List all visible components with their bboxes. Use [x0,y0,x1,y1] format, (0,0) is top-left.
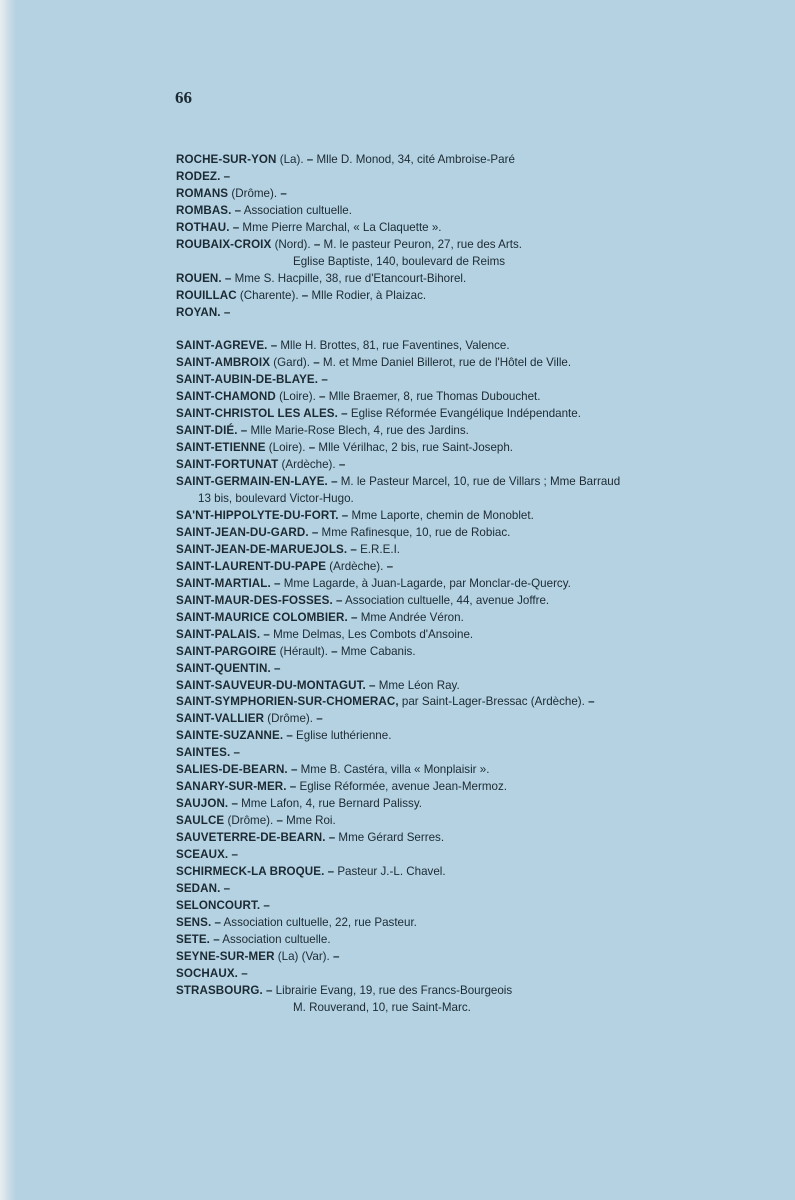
list-item [176,389,736,406]
list-item [176,745,736,762]
place-name: SAINT-CHRISTOL LES ALES. [176,407,338,421]
entry-details: Mlle Vérilhac, 2 bis, rue Saint-Joseph. [315,441,514,455]
separator-dash: – [303,153,314,166]
entry-details: Eglise luthérienne. [292,729,392,743]
entry-details: Mme Gérard Serres. [335,831,445,845]
place-name: SOCHAUX. [176,966,238,980]
place-name: ROTHAU. [176,220,230,234]
list-item [176,457,736,474]
entry-details: M. le Pasteur Marcel, 10, rue de Villars ; Mme Barraud [337,475,621,489]
list-item [176,186,736,203]
separator-dash: – [325,831,336,845]
separator-dash: – [220,305,231,319]
separator-dash: – [287,763,298,777]
list-item [176,711,736,728]
place-name: RODEZ. [176,169,221,183]
place-name: SAINT-SYMPHORIEN-SUR-CHOMERAC, [176,695,399,709]
list-item [176,661,736,678]
entry-details: E.R.E.I. [356,542,401,556]
separator-dash: – [298,288,309,302]
place-name: SETE. [176,932,211,946]
place-name: ROUILLAC [176,288,237,302]
separator-dash: – [347,610,358,624]
place-qualifier: (Charente). [236,288,299,302]
entry-details: Mme Delmas, Les Combots d'Ansoine. [269,627,474,641]
place-name: SAINTE-SUZANNE. [176,729,284,743]
separator-dash: – [584,695,595,709]
list-item [176,932,736,949]
entry-details: Mlle Marie-Rose Blech, 4, rue des Jardins. [247,424,469,438]
list-item [176,813,736,830]
list-item [176,559,736,576]
separator-dash: – [315,390,326,404]
entry-continuation: Eglise Baptiste, 140, boulevard de Reims [293,254,506,268]
place-name: ROYAN. [176,305,221,319]
entry-details: Mme Rafinesque, 10, rue de Robiac. [318,525,511,539]
list-item [176,728,736,745]
place-qualifier: (Drôme). [228,186,278,200]
place-name: SAINT-CHAMOND [176,390,276,404]
separator-dash: – [221,271,232,285]
list-item [176,881,736,898]
place-name: SCHIRMECK-LA BROQUE. [176,865,325,879]
list-item [176,203,736,220]
place-name: ROCHE-SUR-YON [176,153,277,166]
list-item [176,338,736,355]
place-name: STRASBOURG. [176,983,263,997]
place-name: SAINT-PALAIS. [176,627,261,641]
list-item [176,644,736,661]
place-name: SAINT-AUBIN-DE-BLAYE. [176,373,319,387]
list-item [176,694,736,711]
place-name: SAINT-PARGOIRE [176,644,277,658]
separator-dash: – [230,746,240,760]
list-item [176,406,736,423]
list-item [176,915,736,932]
list-item [176,237,736,254]
place-name: SAINT-FORTUNAT [176,458,279,472]
place-name: SAINT-JEAN-DU-GARD. [176,525,309,539]
list-item [176,542,736,559]
entry-details: Association cultuelle. [241,203,352,217]
list-item [176,508,736,525]
separator-dash: – [283,729,293,743]
place-qualifier: (Ardèche). [326,559,384,573]
separator-dash: – [318,373,328,387]
separator-dash: – [313,712,323,726]
entry-details: M. et Mme Daniel Billerot, rue de l'Hôtel de Ville. [319,356,572,370]
entry-details: Mme Pierre Marchal, « La Claquette ». [239,220,442,234]
place-qualifier: (La). [276,153,304,166]
list-item [176,423,736,440]
list-item [176,864,736,881]
entry-details: Mme Roi. [282,814,336,828]
place-name: ROUBAIX-CROIX [176,237,272,251]
place-name: ROMBAS. [176,203,232,217]
place-name: SAUVETERRE-DE-BEARN. [176,831,326,845]
place-name: SEYNE-SUR-MER [176,949,275,963]
list-item [176,220,736,237]
page-edge-shadow [0,0,16,1200]
entry-details: Eglise Réformée, avenue Jean-Mermoz. [296,780,507,794]
place-name: SAINT-ETIENNE [176,441,266,455]
place-qualifier: (Drôme). [224,814,274,828]
separator-dash: – [260,627,270,641]
separator-dash: – [286,780,297,794]
separator-dash: – [327,475,338,489]
entry-details: Mlle Braemer, 8, rue Thomas Dubouchet. [325,390,541,404]
entry-details: Association cultuelle, 22, rue Pasteur. [220,915,417,929]
entry-details: M. le pasteur Peuron, 27, rue des Arts. [320,237,523,251]
place-qualifier: (Hérault). [276,644,328,658]
separator-dash: – [347,542,357,556]
separator-dash: – [238,966,248,980]
place-name: ROUEN. [176,271,222,285]
separator-dash: – [267,339,278,353]
separator-dash: – [324,865,335,879]
place-name: SAUJON. [176,797,229,811]
separator-dash: – [338,509,349,522]
separator-dash: – [260,898,270,912]
directory-list [176,152,736,1017]
list-item [176,627,736,644]
separator-dash: – [220,169,231,183]
separator-dash: – [273,814,283,828]
place-qualifier: (Gard). [270,356,311,370]
place-qualifier: (Loire). [265,441,306,455]
place-name: SAINT-VALLIER [176,712,265,726]
list-item [176,983,736,1000]
entry-details: Association cultuelle, 44, avenue Joffre. [342,593,550,607]
entry-details: Eglise Réformée Evangélique Indépendante. [347,407,581,421]
place-name: SAINT-AGREVE. [176,339,268,353]
entry-details: Mme Cabanis. [337,644,416,658]
place-qualifier: (La) (Var). [274,949,330,963]
list-item [176,271,736,288]
separator-dash: – [310,356,320,370]
place-qualifier: (Ardèche). [278,458,336,472]
place-name: SALIES-DE-BEARN. [176,763,288,777]
place-name: SCEAUX. [176,848,229,862]
entry-details: Mme Léon Ray. [375,678,460,692]
place-name: SAINT-JEAN-DE-MARUEJOLS. [176,542,348,556]
place-name: SAINT-AMBROIX [176,356,271,370]
place-name: SAINT-SAUVEUR-DU-MONTAGUT. [176,678,366,692]
separator-dash: – [220,881,231,895]
place-name: ROMANS [176,186,229,200]
separator-dash: – [332,593,343,607]
entry-details: Librairie Evang, 19, rue des Francs-Bourgeois [272,983,513,997]
list-item [176,610,736,627]
separator-dash: – [228,848,238,862]
list-item [176,288,736,305]
entry-details: Association cultuelle. [219,932,331,946]
list-item [176,152,736,169]
separator-dash: – [383,559,394,573]
entry-details: Mme Andrée Véron. [357,610,464,624]
entry-details: Mme Lagarde, à Juan-Lagarde, par Monclar-de-Quercy. [280,576,571,590]
place-name: SAINTES. [176,746,231,760]
place-name: SEDAN. [176,881,221,895]
separator-dash: – [211,915,221,929]
separator-dash: – [262,983,273,997]
separator-dash: – [270,576,281,590]
place-qualifier: par Saint-Lager-Bressac (Ardèche). [398,695,585,709]
entry-details: Mlle H. Brottes, 81, rue Faventines, Valence. [277,339,510,353]
place-name: SAINT-LAURENT-DU-PAPE [176,559,327,573]
entry-details: Mme B. Castéra, villa « Monplaisir ». [297,763,490,777]
list-item [176,474,736,491]
separator-dash: – [270,661,281,675]
list-item [176,576,736,593]
list-item [176,796,736,813]
place-name: SELONCOURT. [176,898,261,912]
separator-dash: – [327,644,338,658]
place-name: SAINT-GERMAIN-EN-LAYE. [176,475,328,489]
separator-dash: – [305,441,316,455]
list-item [176,830,736,847]
separator-dash: – [308,525,319,539]
entry-details: Mme S. Hacpille, 38, rue d'Etancourt-Bihorel. [231,271,467,285]
entry-details: Mlle Rodier, à Plaizac. [308,288,427,302]
place-name: SAINT-MAURICE COLOMBIER. [176,610,348,624]
place-name: SENS. [176,915,212,929]
place-name: SAINT-DIÉ. [176,424,238,438]
list-item [176,898,736,915]
separator-dash: – [210,932,220,946]
separator-dash: – [335,458,346,472]
list-item [176,949,736,966]
separator-dash: – [337,407,348,421]
list-item [176,678,736,695]
entry-continuation: 13 bis, boulevard Victor-Hugo. [198,492,354,506]
page-number: 66 [175,88,192,107]
entry-continuation: M. Rouverand, 10, rue Saint-Marc. [293,1000,471,1014]
place-name: SAINT-MAUR-DES-FOSSES. [176,593,333,607]
separator-dash: – [237,424,248,438]
list-item [176,305,736,322]
separator-dash: – [228,797,238,811]
separator-dash: – [277,186,287,200]
list-item [176,966,736,983]
place-qualifier: (Loire). [275,390,316,404]
separator-dash: – [231,203,242,217]
place-name: SAULCE [176,814,225,828]
separator-dash: – [365,678,376,692]
list-item [176,372,736,389]
list-item [176,355,736,372]
list-item [176,762,736,779]
list-item [176,779,736,796]
separator-dash: – [329,949,340,963]
place-name: SA'NT-HIPPOLYTE-DU-FORT. [176,509,339,522]
place-name: SAINT-QUENTIN. [176,661,271,675]
place-qualifier: (Nord). [271,237,311,251]
separator-dash: – [229,220,240,234]
list-item [176,847,736,864]
list-item [176,525,736,542]
entry-details: Mme Laporte, chemin de Monoblet. [348,509,534,522]
separator-dash: – [310,237,321,251]
entry-details: Pasteur J.-L. Chavel. [334,865,446,879]
place-name: SAINT-MARTIAL. [176,576,271,590]
list-item [176,593,736,610]
entry-details: Mme Lafon, 4, rue Bernard Palissy. [237,797,423,811]
entry-details: Mlle D. Monod, 34, cité Ambroise-Paré [313,153,515,166]
place-name: SANARY-SUR-MER. [176,780,287,794]
place-qualifier: (Drôme). [264,712,313,726]
list-item [176,440,736,457]
list-item [176,169,736,186]
